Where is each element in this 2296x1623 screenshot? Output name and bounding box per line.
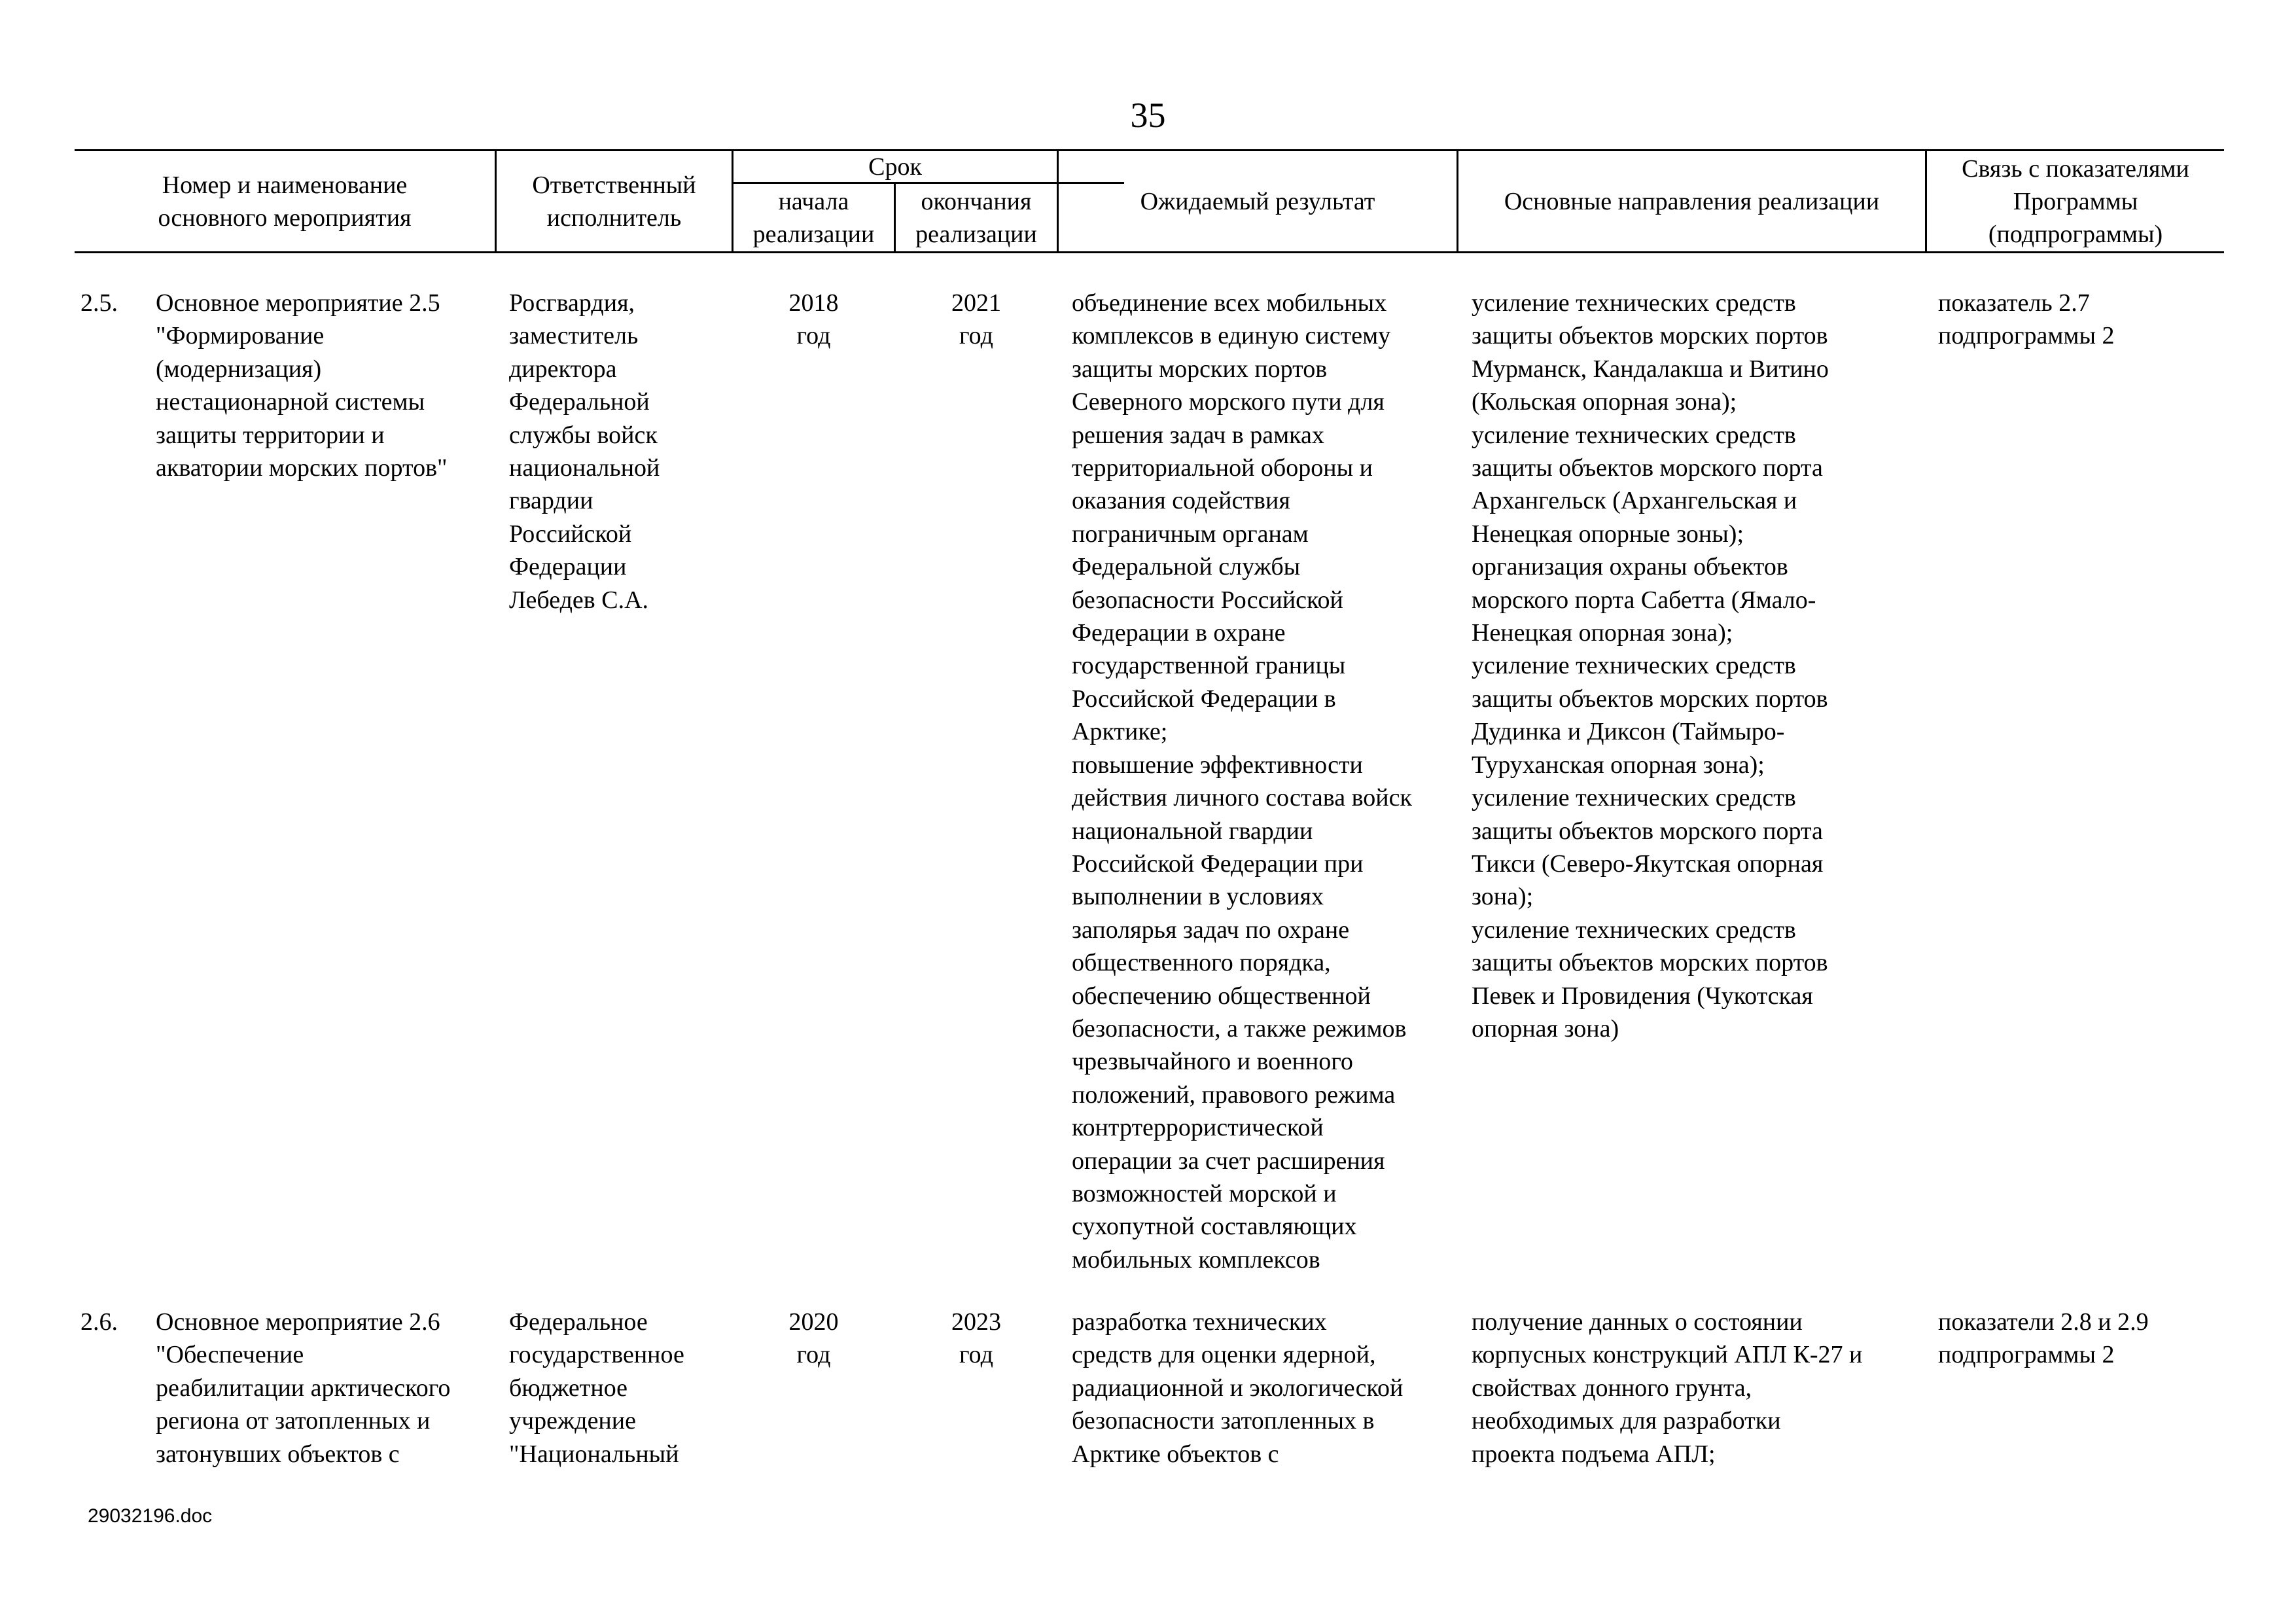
header-start: начала реализации: [752, 187, 875, 248]
page-number: 35: [1130, 96, 1166, 135]
row-end: 2021 год: [951, 289, 1001, 350]
row-number: 2.6.: [80, 1308, 118, 1336]
row-executor: Федеральное государственное бюджетное учреждение "Национальный: [509, 1308, 684, 1468]
row-link: показатели 2.8 и 2.9 подпрограммы 2: [1938, 1308, 2149, 1369]
row-directions: получение данных о состоянии корпусных конструкций АПЛ К-27 и свойствах донного грунта, необходимых для разработки проекта подъема АПЛ;: [1472, 1308, 1863, 1468]
header-result: Ожидаемый результат: [1140, 187, 1375, 215]
header-end: окончания реализации: [915, 187, 1037, 248]
row-number: 2.5.: [80, 289, 118, 317]
row-start: 2018 год: [788, 289, 839, 350]
header-bottom-rule: [75, 251, 2224, 253]
row-executor: Росгвардия, заместитель директора Федеральной службы войск национальной гвардии Российской Федерации Лебедев С.А.: [509, 289, 660, 614]
row-result: объединение всех мобильных комплексов в единую систему защиты морских портов Северного морского пути для решения задач в рамках территориальной обороны и оказания содействия пограничным органам Федеральной службы безопасности Российской Федерации в охране государственной границы Российской Федерации в Арктике; повышение эффективности действия личного состава войск национальной гвардии Российской Федерации при выполнении в условиях заполярья задач по охране общественного порядка, обеспечению общественной безопасности, а также режимов чрезвычайного и военного положений, правового режима контртеррористической операции за счет расширения возможностей морской и сухопутной составляющих мобильных комплексов: [1072, 289, 1412, 1274]
row-result: разработка технических средств для оценки ядерной, радиационной и экологической безопасности затопленных в Арктике объектов с: [1072, 1308, 1404, 1468]
header-term: Срок: [868, 152, 922, 181]
row-link: показатель 2.7 подпрограммы 2: [1938, 289, 2115, 350]
document-filename: 29032196.doc: [88, 1505, 213, 1527]
header-directions: Основные направления реализации: [1504, 187, 1880, 215]
header-name: Номер и наименование основного мероприятия: [158, 171, 412, 232]
header-executor: Ответственный исполнитель: [532, 171, 696, 232]
row-name: Основное мероприятие 2.5 "Формирование (модернизация) нестационарной системы защиты территории и акватории морских портов": [156, 289, 448, 482]
header-link: Связь с показателями Программы (подпрограммы): [1962, 154, 2189, 248]
row-name: Основное мероприятие 2.6 "Обеспечение реабилитации арктического региона от затопленных и затонувших объектов с: [156, 1308, 451, 1468]
row-directions: усиление технических средств защиты объектов морских портов Мурманск, Кандалакша и Витино (Кольская опорная зона); усиление технических средств защиты объектов морского порта Архангельск (Архангельская и Ненецкая опорные зоны); организация охраны объектов морского порта Сабетта (Ямало- Ненецкая опорная зона); усиление технических средств защиты объектов морских портов Дудинка и Диксон (Таймыро- Туруханская опорная зона); усиление технических средств защиты объектов морского порта Тикси (Северо-Якутская опорная зона); усиление технических средств защиты объектов морских портов Певек и Провидения (Чукотская опорная зона): [1472, 289, 1829, 1043]
row-end: 2023 год: [951, 1308, 1001, 1369]
row-start: 2020 год: [788, 1308, 839, 1369]
